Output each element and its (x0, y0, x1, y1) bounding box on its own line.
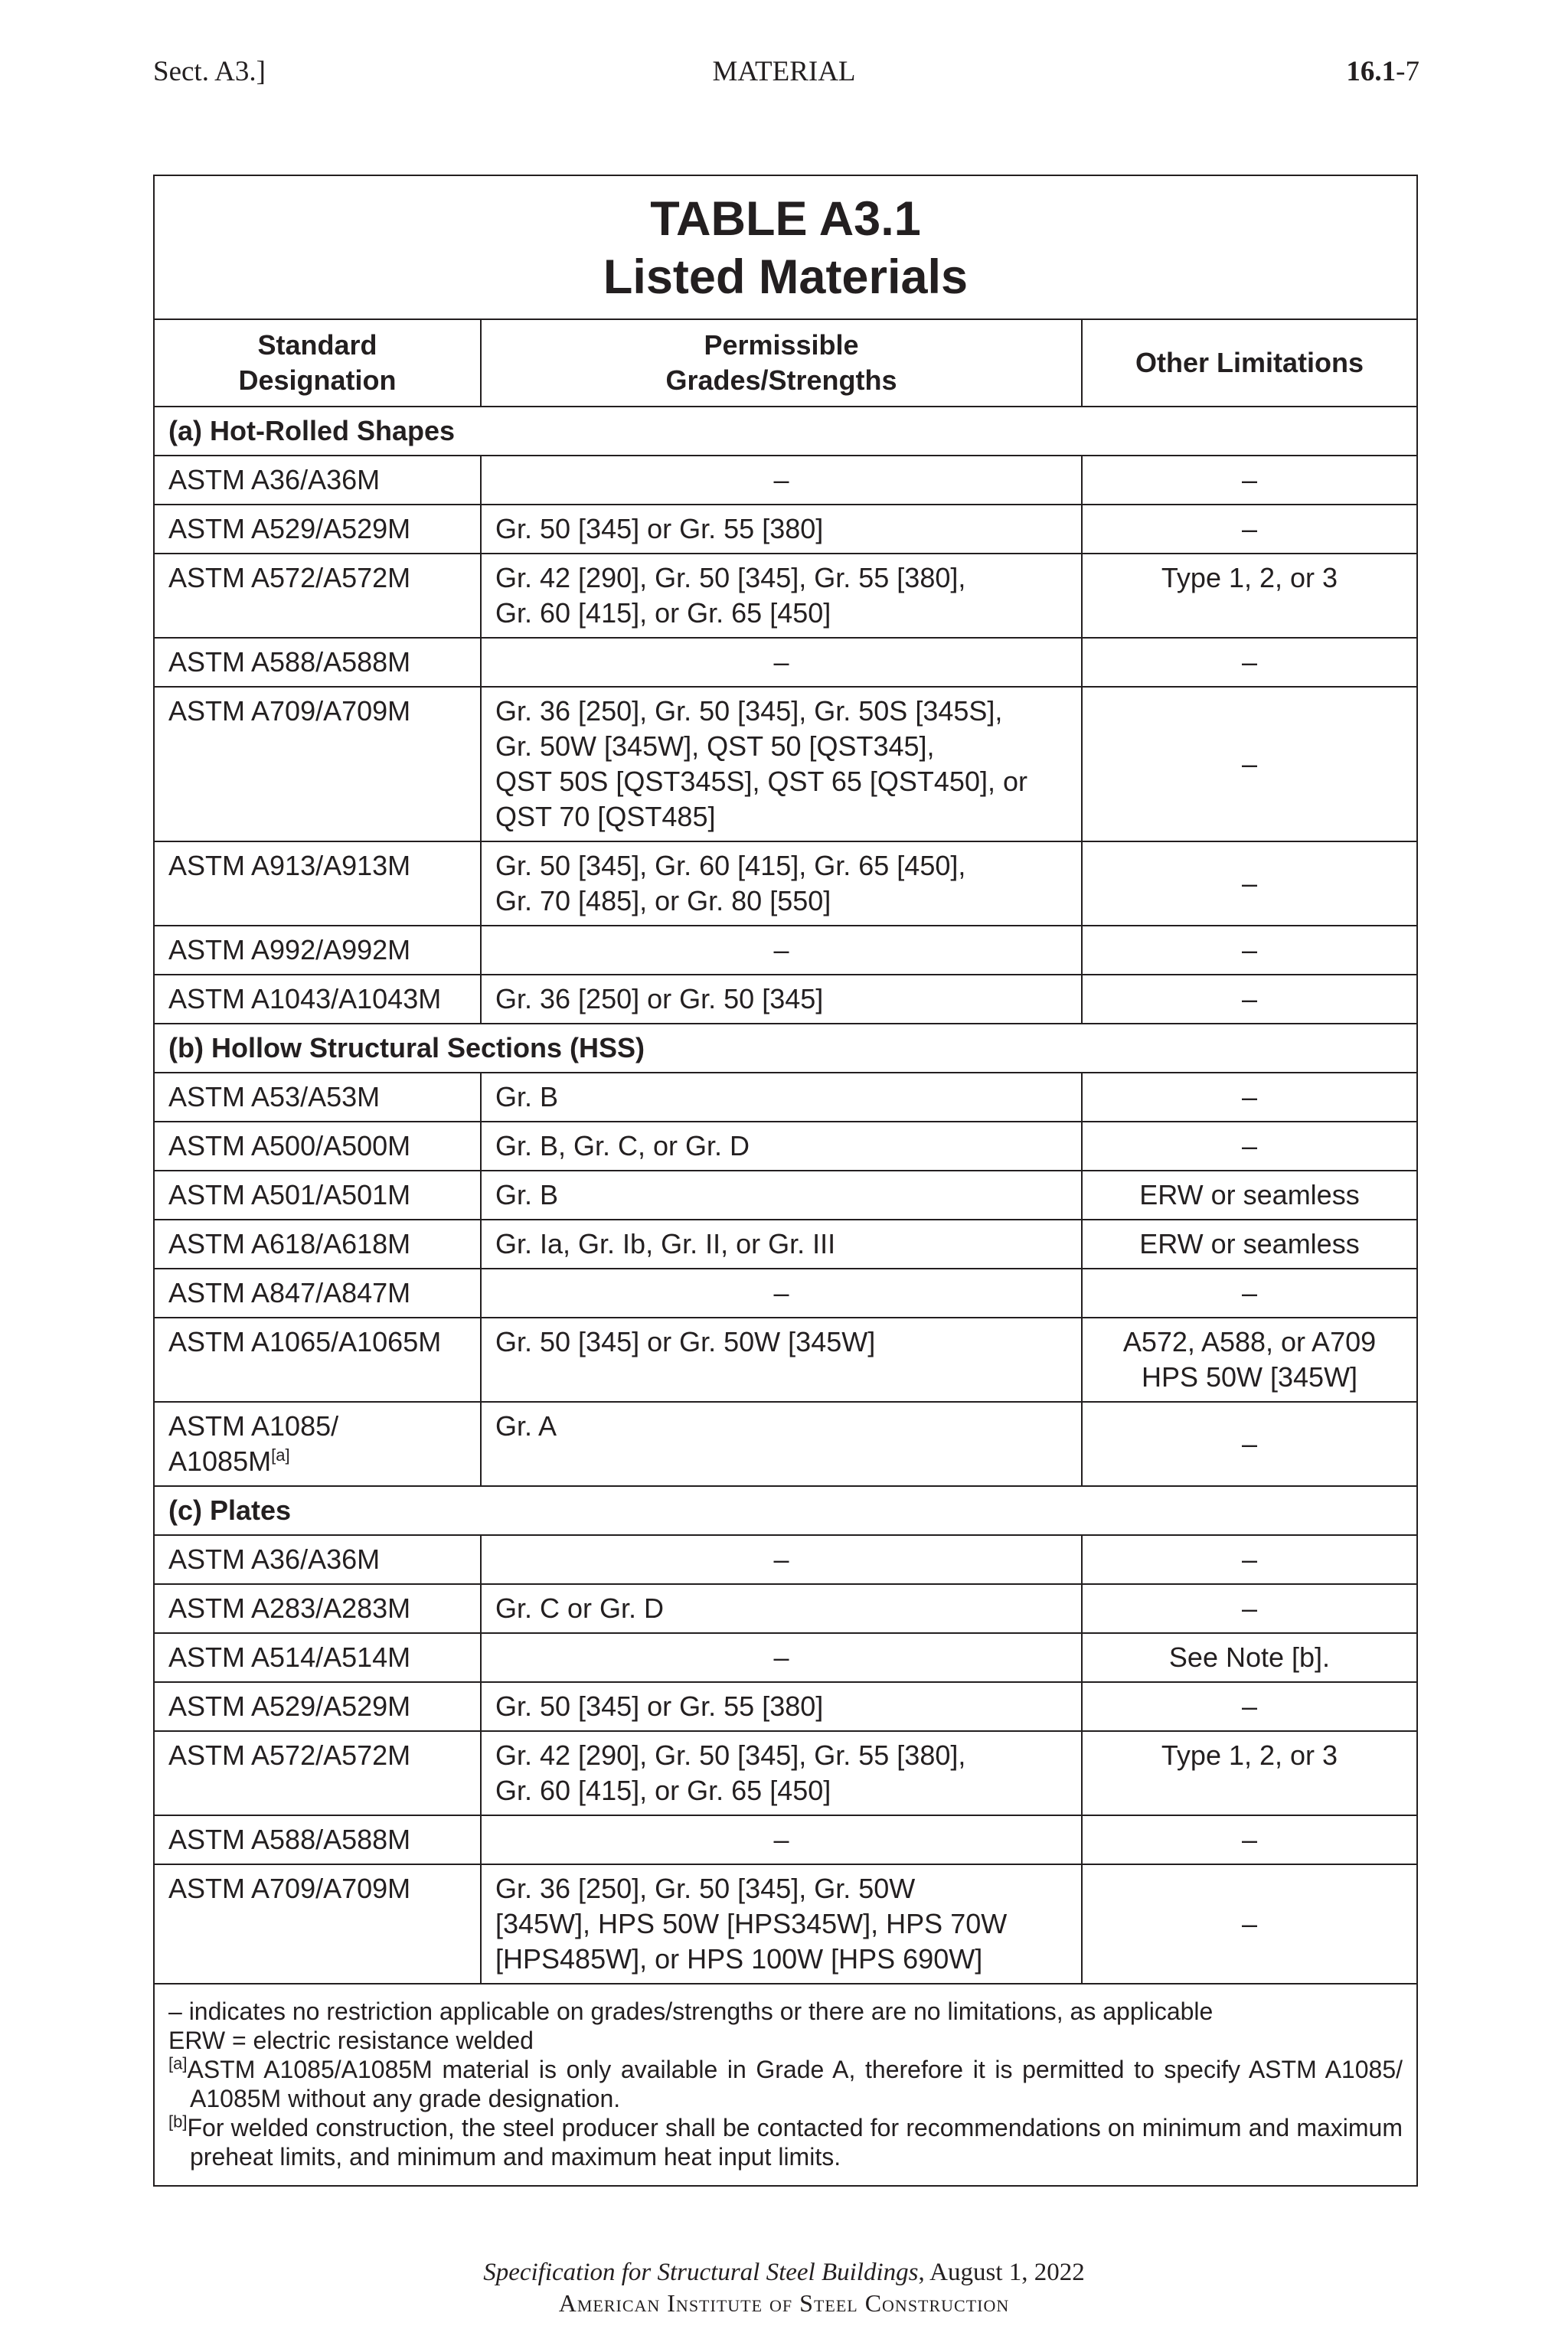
table-row (155, 975, 1416, 1024)
limitations-cell: – (1241, 867, 1258, 899)
table-row (155, 1318, 1416, 1403)
table-row (155, 1073, 1416, 1122)
table-row (155, 842, 1416, 926)
section-heading: (a) Hot-Rolled Shapes (155, 407, 1416, 456)
grades-cell: – (482, 1536, 1083, 1583)
table-row (155, 1865, 1416, 1984)
designation-cell: ASTM A1085/ A1085M[a] (155, 1403, 482, 1485)
designation-cell: ASTM A501/A501M (155, 1171, 482, 1219)
grades-cell: Gr. 42 [290], Gr. 50 [345], Gr. 55 [380], Gr. 60 [415], or Gr. 65 [450] (482, 1732, 1083, 1815)
grades-cell: Gr. 50 [345], Gr. 60 [415], Gr. 65 [450], Gr. 70 [485], or Gr. 80 [550] (482, 842, 1083, 925)
limitations-cell: ERW or seamless (1139, 1228, 1360, 1259)
listed-materials-table (153, 175, 1418, 2187)
designation-cell: ASTM A53/A53M (155, 1073, 482, 1121)
limitations-cell: – (1241, 1130, 1258, 1161)
note-a-text: ASTM A1085/A1085M material is only available in Grade A, therefore it is permitted to specify ASTM A1085/ A1085M without any grade designation. (187, 2056, 1403, 2112)
limitations-cell: – (1241, 1277, 1258, 1308)
table-title (155, 176, 1416, 320)
designation-cell: ASTM A529/A529M (155, 1683, 482, 1730)
grades-cell: – (482, 1269, 1083, 1317)
footer-title: Specification for Structural Steel Buildings (483, 2259, 919, 2286)
footer-publication (0, 2257, 1568, 2288)
designation-cell: ASTM A36/A36M (155, 456, 482, 504)
footer-date: , August 1, 2022 (918, 2259, 1085, 2286)
limitations-cell: – (1241, 934, 1258, 965)
designation-cell: ASTM A572/A572M (155, 554, 482, 637)
designation-cell: ASTM A1043/A1043M (155, 975, 482, 1023)
limitations-cell: – (1241, 464, 1258, 495)
table-row (155, 1171, 1416, 1220)
designation-cell: ASTM A1065/A1065M (155, 1318, 482, 1401)
grades-cell: Gr. 50 [345] or Gr. 50W [345W] (482, 1318, 1083, 1401)
limitations-cell: – (1241, 513, 1258, 544)
section-heading: (b) Hollow Structural Sections (HSS) (155, 1024, 1416, 1073)
grades-cell: – (482, 926, 1083, 974)
table-row (155, 688, 1416, 842)
page-number-chapter: 16.1 (1346, 56, 1396, 87)
grades-cell: – (482, 1816, 1083, 1864)
designation-cell: ASTM A588/A588M (155, 1816, 482, 1864)
limitations-cell: – (1241, 1544, 1258, 1575)
table-number: TABLE A3.1 (650, 192, 921, 246)
page-footer (0, 2257, 1568, 2318)
limitations-cell: – (1241, 1908, 1258, 1939)
designation-cell: ASTM A588/A588M (155, 639, 482, 686)
grades-cell: Gr. 50 [345] or Gr. 55 [380] (482, 1683, 1083, 1730)
running-head-title: MATERIAL (712, 56, 856, 87)
designation-cell: ASTM A36/A36M (155, 1536, 482, 1583)
grades-cell: Gr. 36 [250], Gr. 50 [345], Gr. 50S [345S], Gr. 50W [345W], QST 50 [QST345], QST 50S [QST345S], QST 65 [QST450], or QST 70 [QST485] (482, 688, 1083, 841)
designation-cell: ASTM A913/A913M (155, 842, 482, 925)
page-number (1346, 55, 1419, 88)
col-header-limitations: Other Limitations (1135, 347, 1364, 378)
table-row (155, 1122, 1416, 1171)
grades-cell: Gr. Ia, Gr. Ib, Gr. II, or Gr. III (482, 1220, 1083, 1268)
designation-cell: ASTM A709/A709M (155, 1865, 482, 1983)
limitations-cell: – (1241, 1428, 1258, 1459)
grades-cell: Gr. 42 [290], Gr. 50 [345], Gr. 55 [380], Gr. 60 [415], or Gr. 65 [450] (482, 554, 1083, 637)
limitations-cell: Type 1, 2, or 3 (1161, 562, 1338, 593)
limitations-cell: – (1241, 983, 1258, 1014)
designation-cell: ASTM A847/A847M (155, 1269, 482, 1317)
designation-cell: ASTM A992/A992M (155, 926, 482, 974)
grades-cell: Gr. B (482, 1171, 1083, 1219)
footer-publisher: American Institute of Steel Construction (558, 2289, 1010, 2317)
limitations-cell: – (1241, 1592, 1258, 1624)
note-a (168, 2055, 1403, 2113)
limitations-cell: – (1241, 1690, 1258, 1722)
designation-cell: ASTM A514/A514M (155, 1634, 482, 1681)
designation-cell: ASTM A529/A529M (155, 505, 482, 553)
table-row (155, 1816, 1416, 1865)
note-dash: – indicates no restriction applicable on grades/strengths or there are no limitations, as applicable (168, 1998, 1214, 2025)
table-row (155, 639, 1416, 688)
grades-cell: Gr. B (482, 1073, 1083, 1121)
table-header-row (155, 320, 1416, 407)
grades-cell: Gr. B, Gr. C, or Gr. D (482, 1122, 1083, 1170)
table-notes (155, 1984, 1416, 2185)
note-b (168, 2113, 1403, 2171)
table-row (155, 1403, 1416, 1487)
note-b-text: For welded construction, the steel producer shall be contacted for recommendations on minimum and maximum preheat limits, and minimum and maximum heat input limits. (187, 2114, 1403, 2171)
col-header-designation: Standard Designation (155, 320, 482, 406)
note-a-marker: [a] (168, 2053, 188, 2073)
page-number-page: -7 (1396, 56, 1419, 87)
table-row (155, 1634, 1416, 1683)
limitations-cell: – (1241, 748, 1258, 779)
limitations-cell: – (1241, 1081, 1258, 1112)
table-row (155, 1269, 1416, 1318)
table-row (155, 554, 1416, 639)
grades-cell: – (482, 456, 1083, 504)
table-row (155, 1585, 1416, 1634)
table-row (155, 1220, 1416, 1269)
designation-cell: ASTM A572/A572M (155, 1732, 482, 1815)
note-b-marker: [b] (168, 2112, 188, 2132)
grades-cell: Gr. 50 [345] or Gr. 55 [380] (482, 505, 1083, 553)
limitations-cell: See Note [b]. (1168, 1642, 1331, 1673)
table-body (155, 407, 1416, 1984)
grades-cell: Gr. 36 [250], Gr. 50 [345], Gr. 50W [345W], HPS 50W [HPS345W], HPS 70W [HPS485W], or HPS 100W [HPS 690W] (482, 1865, 1083, 1983)
limitations-cell: Type 1, 2, or 3 (1161, 1740, 1338, 1771)
grades-cell: Gr. A (482, 1403, 1083, 1485)
designation-cell: ASTM A283/A283M (155, 1585, 482, 1632)
table-row (155, 1536, 1416, 1585)
note-erw: ERW = electric resistance welded (168, 2027, 534, 2054)
designation-cell: ASTM A500/A500M (155, 1122, 482, 1170)
section-heading: (c) Plates (155, 1487, 1416, 1536)
limitations-cell: ERW or seamless (1139, 1179, 1360, 1210)
table-row (155, 456, 1416, 505)
designation-cell: ASTM A618/A618M (155, 1220, 482, 1268)
designation-cell: ASTM A709/A709M (155, 688, 482, 841)
table-row (155, 505, 1416, 554)
table-caption: Listed Materials (603, 250, 969, 304)
limitations-cell: – (1241, 646, 1258, 678)
limitations-cell: A572, A588, or A709 HPS 50W [345W] (1122, 1326, 1377, 1393)
table-row (155, 1683, 1416, 1732)
grades-cell: Gr. 36 [250] or Gr. 50 [345] (482, 975, 1083, 1023)
table-row (155, 1732, 1416, 1816)
col-header-grades: Permissible Grades/Strengths (482, 320, 1083, 406)
limitations-cell: – (1241, 1824, 1258, 1855)
grades-cell: Gr. C or Gr. D (482, 1585, 1083, 1632)
table-row (155, 926, 1416, 975)
grades-cell: – (482, 1634, 1083, 1681)
running-head-section: Sect. A3.] (153, 56, 266, 87)
grades-cell: – (482, 639, 1083, 686)
